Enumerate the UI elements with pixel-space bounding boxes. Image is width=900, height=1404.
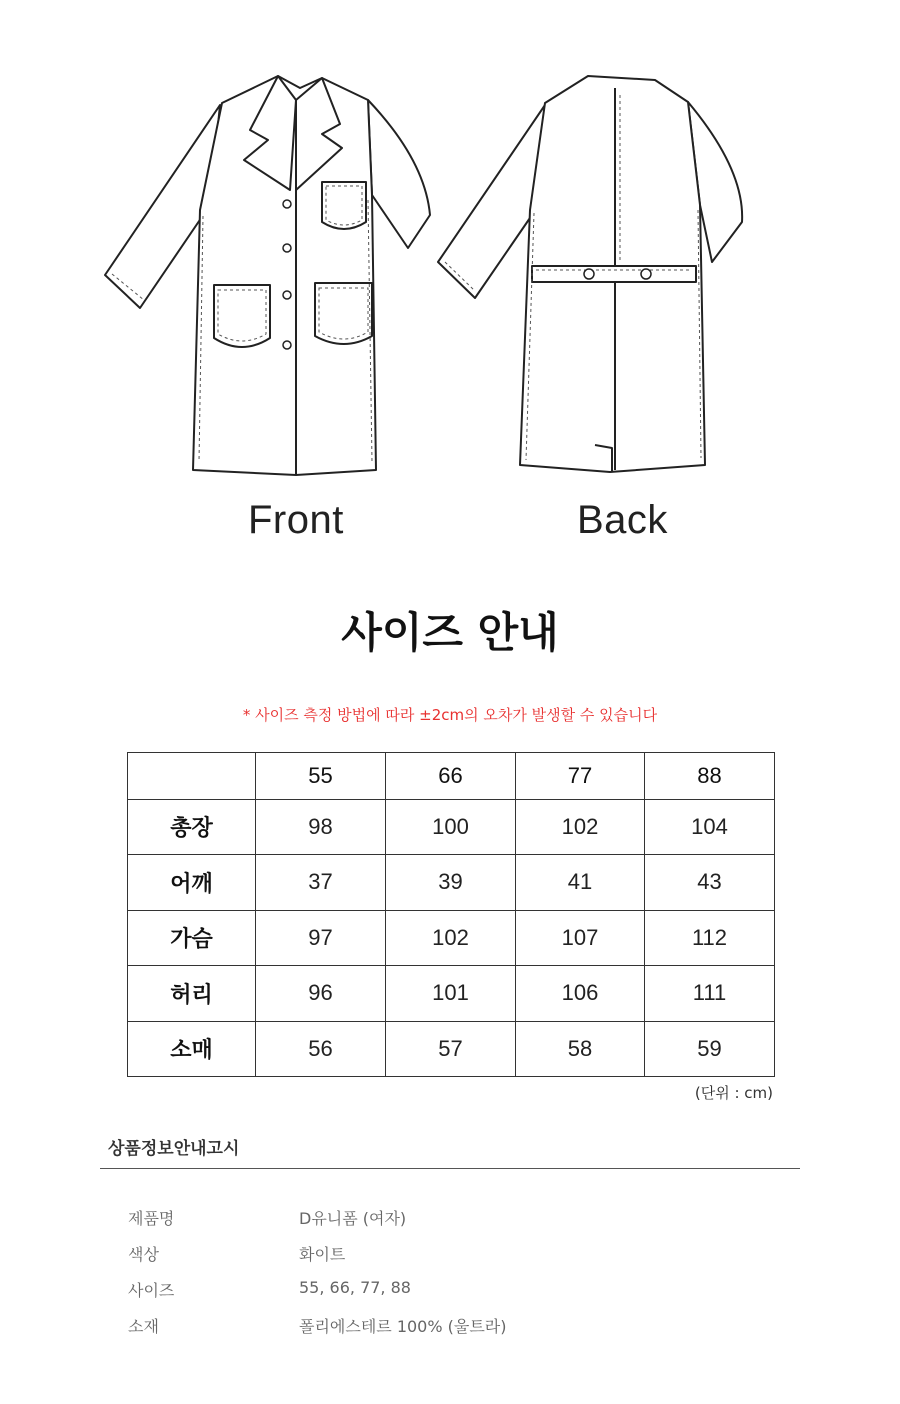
table-cell: 104: [645, 799, 775, 854]
table-cell: 41: [516, 855, 645, 910]
size-table-header: [128, 753, 775, 800]
info-row-size: [128, 1278, 778, 1304]
info-key: 소재: [128, 1317, 159, 1336]
table-cell: 57: [386, 1021, 516, 1076]
row-label: 가슴: [128, 910, 256, 965]
table-row: [128, 799, 775, 854]
header-cell-size: 55: [256, 753, 386, 800]
table-row: [128, 966, 775, 1021]
back-label: Back: [577, 498, 668, 542]
table-row: [128, 910, 775, 965]
unit-label: (단위 : cm): [694, 1084, 773, 1102]
info-value: 55, 66, 77, 88: [299, 1278, 411, 1297]
row-label: 소매: [128, 1021, 256, 1076]
row-label: 총장: [128, 799, 256, 854]
table-cell: 37: [256, 855, 386, 910]
table-cell: 111: [645, 966, 775, 1021]
table-cell: 43: [645, 855, 775, 910]
info-key: 사이즈: [128, 1281, 175, 1300]
row-label: 어깨: [128, 855, 256, 910]
table-cell: 100: [386, 799, 516, 854]
info-row-material: [128, 1314, 778, 1340]
info-value: 폴리에스테르 100% (울트라): [299, 1317, 507, 1336]
size-table: [127, 752, 775, 1077]
info-key: 제품명: [128, 1209, 175, 1228]
info-row-color: [128, 1242, 778, 1268]
info-row-product-name: [128, 1206, 778, 1232]
table-cell: 59: [645, 1021, 775, 1076]
header-cell-size: 88: [645, 753, 775, 800]
page-title: 사이즈 안내: [341, 608, 559, 657]
info-key: 색상: [128, 1245, 159, 1264]
front-coat-drawing: [105, 76, 430, 475]
divider: [100, 1168, 800, 1169]
table-cell: 112: [645, 910, 775, 965]
table-cell: 102: [386, 910, 516, 965]
table-cell: 39: [386, 855, 516, 910]
info-value: D유니폼 (여자): [299, 1209, 407, 1228]
header-cell-size: 77: [516, 753, 645, 800]
info-value: 화이트: [299, 1245, 346, 1264]
table-cell: 96: [256, 966, 386, 1021]
row-label: 허리: [128, 966, 256, 1021]
header-cell-empty: [128, 753, 256, 800]
table-row: [128, 1021, 775, 1076]
table-cell: 98: [256, 799, 386, 854]
table-row: [128, 855, 775, 910]
front-label: Front: [248, 498, 344, 542]
table-cell: 107: [516, 910, 645, 965]
header-cell-size: 66: [386, 753, 516, 800]
table-cell: 101: [386, 966, 516, 1021]
table-cell: 97: [256, 910, 386, 965]
coat-illustration: [0, 0, 900, 560]
table-cell: 58: [516, 1021, 645, 1076]
table-cell: 56: [256, 1021, 386, 1076]
measurement-note: * 사이즈 측정 방법에 따라 ±2cm의 오차가 발생할 수 있습니다: [242, 706, 658, 724]
table-cell: 102: [516, 799, 645, 854]
table-cell: 106: [516, 966, 645, 1021]
product-info-title: 상품정보안내고시: [108, 1139, 240, 1159]
